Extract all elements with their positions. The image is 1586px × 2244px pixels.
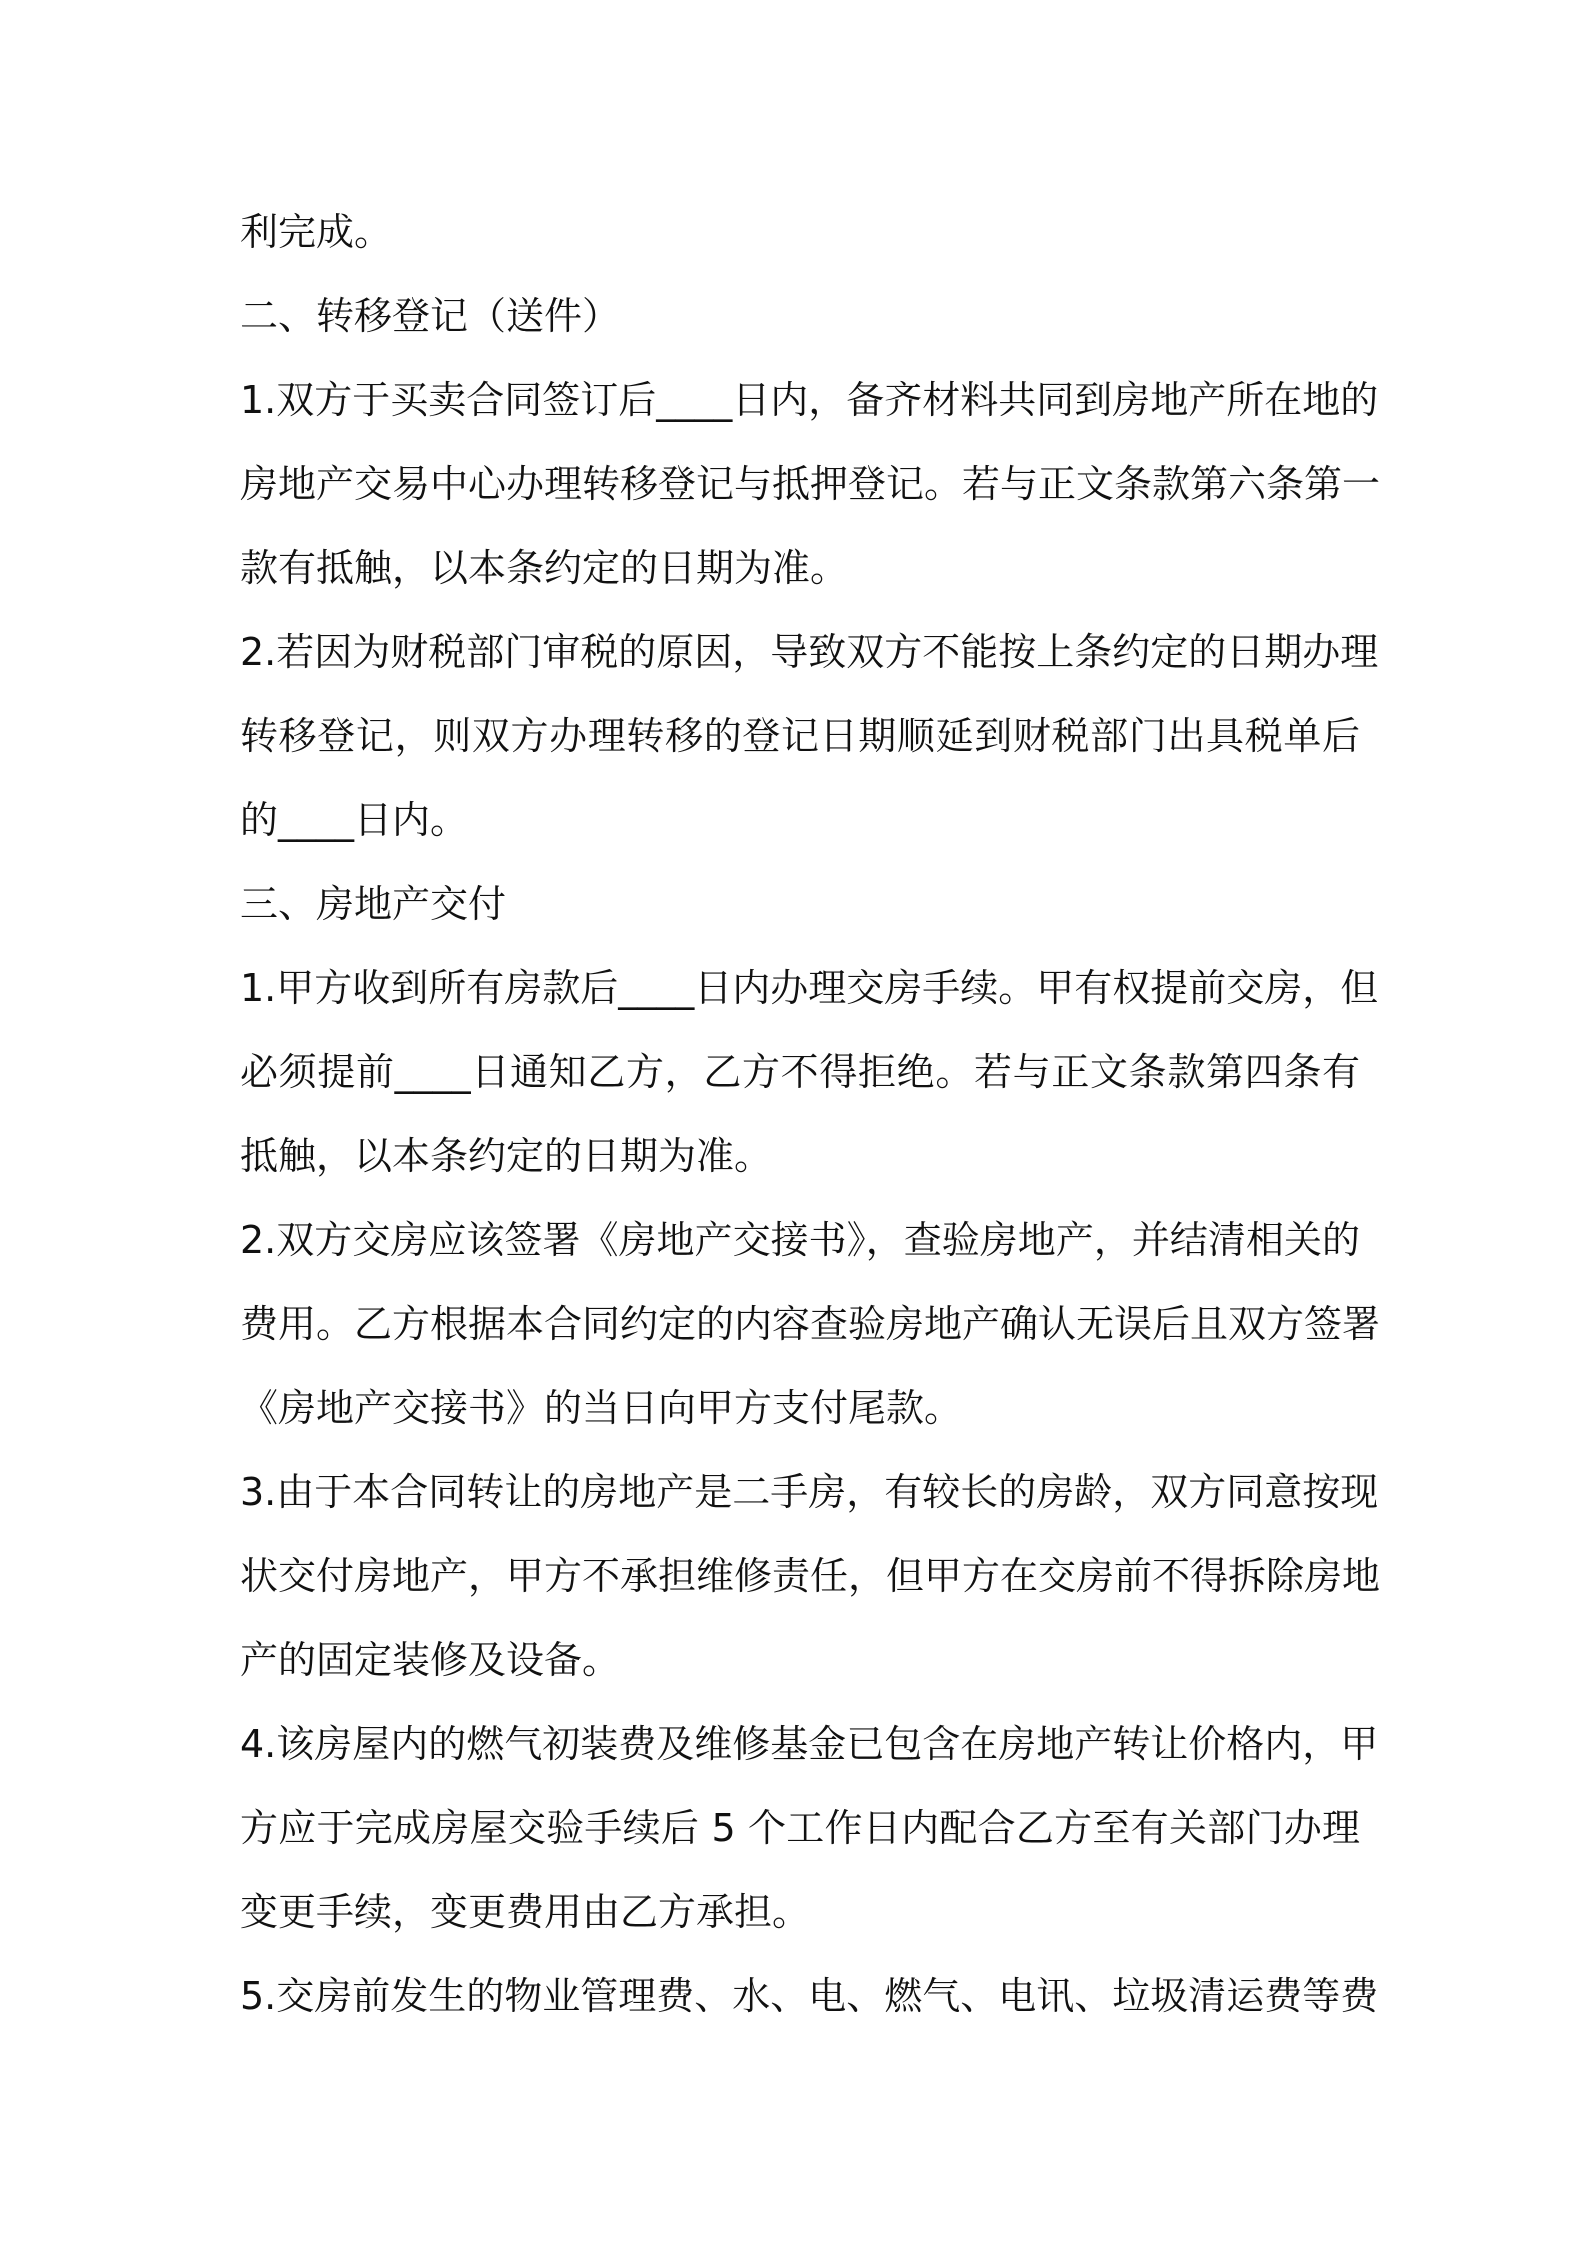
text-line: 房地产交易中心办理转移登记与抵押登记。若与正文条款第六条第一 (240, 462, 1381, 506)
text-line: 《房地产交接书》的当日向甲方支付尾款。 (240, 1386, 963, 1430)
text-line: 产的固定装修及设备。 (240, 1638, 621, 1682)
text-line: 2.双方交房应该签署《房地产交接书》，查验房地产，并结清相关的 (240, 1218, 1360, 1262)
text-line: 必须提前____日通知乙方，乙方不得拒绝。若与正文条款第四条有 (240, 1050, 1360, 1094)
text-line: 4.该房屋内的燃气初装费及维修基金已包含在房地产转让价格内，甲 (240, 1722, 1379, 1766)
text-line: 抵触，以本条约定的日期为准。 (240, 1134, 773, 1178)
text-line: 费用。乙方根据本合同约定的内容查验房地产确认无误后且双方签署 (240, 1302, 1381, 1346)
text-line: 的____日内。 (240, 798, 469, 842)
text-line: 1.甲方收到所有房款后____日内办理交房手续。甲有权提前交房，但 (240, 966, 1379, 1010)
text-line: 转移登记，则双方办理转移的登记日期顺延到财税部门出具税单后 (240, 714, 1360, 758)
document-body (240, 190, 1381, 2038)
text-line: 3.由于本合同转让的房地产是二手房，有较长的房龄，双方同意按现 (240, 1470, 1379, 1514)
section-heading-transfer-registration: 二、转移登记（送件） (240, 294, 621, 338)
section-heading-property-delivery: 三、房地产交付 (240, 882, 507, 926)
text-line: 1.双方于买卖合同签订后____日内，备齐材料共同到房地产所在地的 (240, 378, 1379, 422)
text-line: 变更手续，变更费用由乙方承担。 (240, 1890, 811, 1934)
text-line: 5.交房前发生的物业管理费、水、电、燃气、电讯、垃圾清运费等费 (240, 1974, 1379, 2018)
text-line: 款有抵触，以本条约定的日期为准。 (240, 546, 849, 590)
text-line: 状交付房地产，甲方不承担维修责任，但甲方在交房前不得拆除房地 (240, 1554, 1381, 1598)
text-line: 2.若因为财税部门审税的原因，导致双方不能按上条约定的日期办理 (240, 630, 1379, 674)
text-line: 利完成。 (240, 210, 393, 254)
text-line: 方应于完成房屋交验手续后 5 个工作日内配合乙方至有关部门办理 (240, 1806, 1360, 1850)
